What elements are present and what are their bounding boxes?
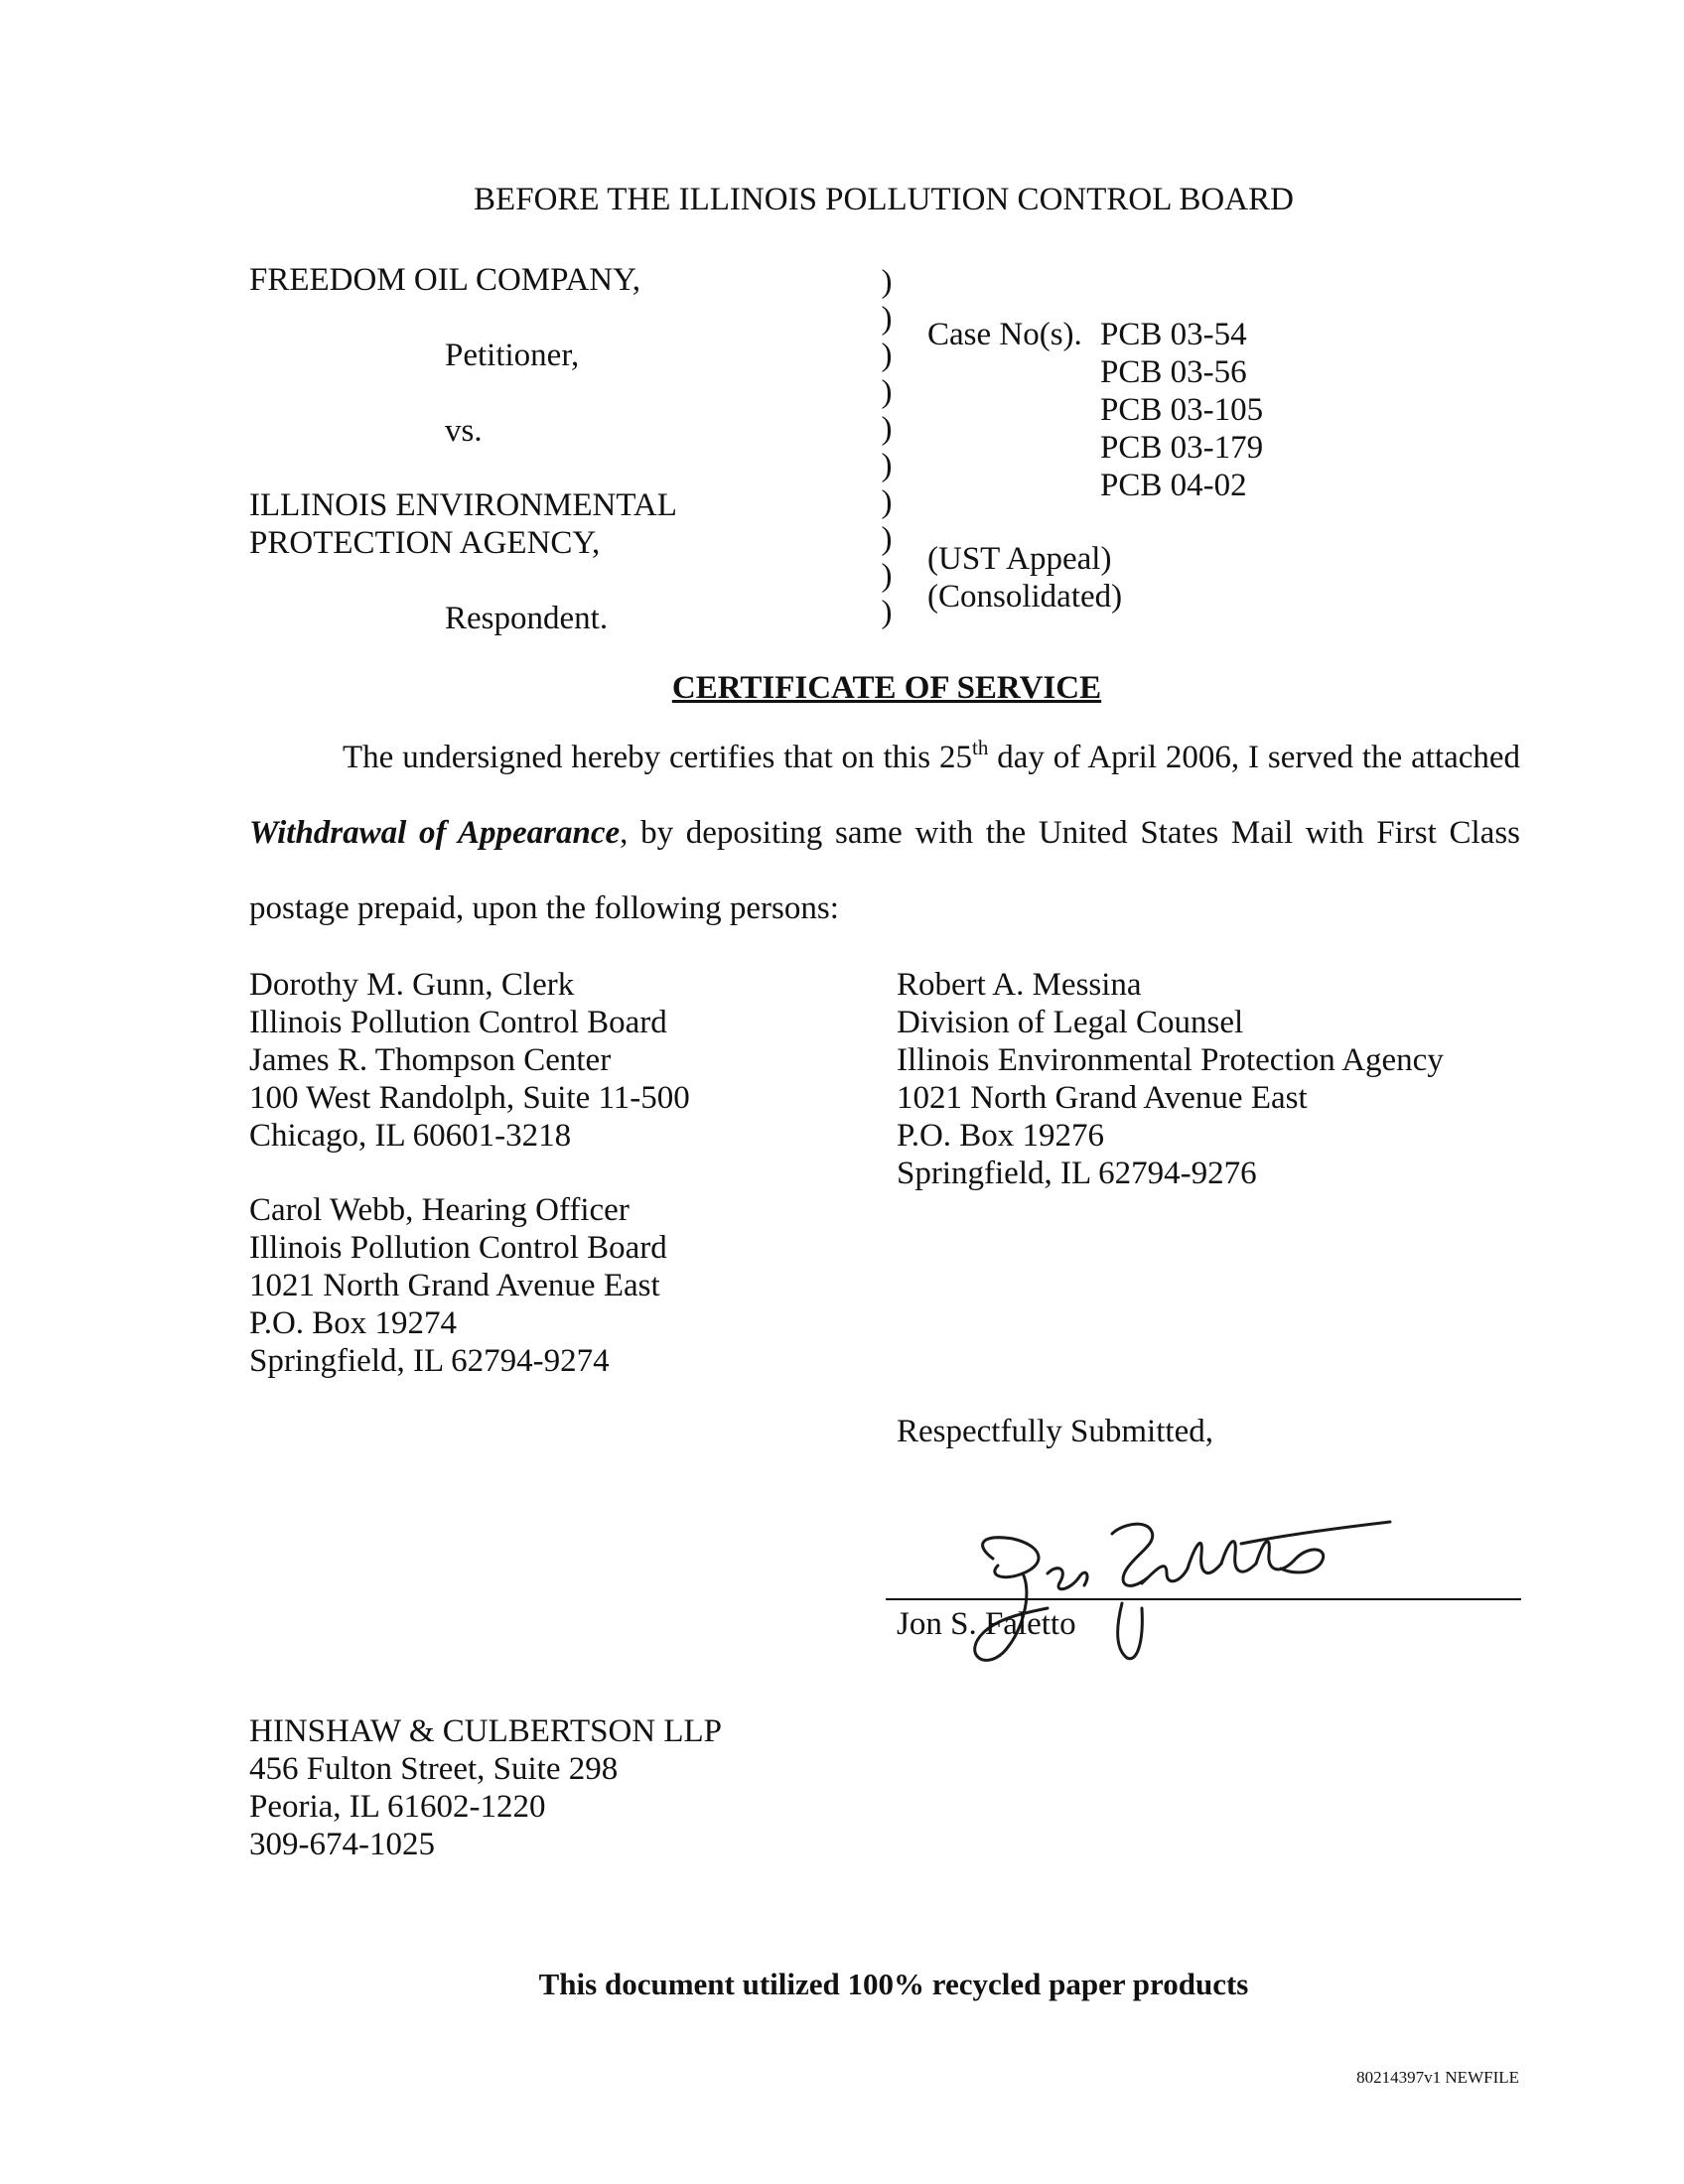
firm-name: HINSHAW & CULBERTSON LLP — [249, 1713, 723, 1749]
signer-name: Jon S. Faletto — [897, 1606, 1076, 1642]
caption-paren: ) — [881, 264, 893, 300]
caption-paren: ) — [881, 558, 893, 594]
handwritten-signature — [953, 1514, 1400, 1668]
address-line: P.O. Box 19274 — [249, 1305, 458, 1341]
caption-paren: ) — [881, 411, 893, 447]
address-line: 1021 North Grand Avenue East — [897, 1080, 1308, 1116]
caption-paren: ) — [881, 338, 893, 373]
certificate-title: CERTIFICATE OF SERVICE — [671, 670, 1102, 706]
address-line: James R. Thompson Center — [249, 1042, 612, 1078]
service-address-hearing-officer — [249, 1191, 667, 1380]
closing-text: Respectfully Submitted, — [897, 1414, 1213, 1449]
caption-paren: ) — [881, 448, 893, 483]
appeal-type: (UST Appeal) — [927, 541, 1112, 577]
case-number: PCB 03-54 — [1100, 317, 1247, 352]
petitioner-role: Petitioner, — [445, 338, 580, 373]
case-numbers — [1100, 316, 1263, 504]
certificate-line-2: Withdrawal of Appearance, by depositing same with the United States Mail with First Class — [249, 815, 1520, 851]
certificate-line-1: The undersigned hereby certifies that on this 25th day of April 2006, I served the attached — [343, 736, 1521, 775]
board-heading: BEFORE THE ILLINOIS POLLUTION CONTROL BOARD — [474, 182, 1294, 217]
service-address-agency — [897, 966, 1444, 1192]
respondent-name-line1: ILLINOIS ENVIRONMENTAL — [249, 487, 677, 523]
caption-paren: ) — [881, 595, 893, 630]
case-number: PCB 03-105 — [1100, 392, 1264, 428]
firm-address-line: 456 Fulton Street, Suite 298 — [249, 1751, 619, 1787]
certificate-line-3: postage prepaid, upon the following persons: — [249, 890, 839, 926]
consolidated-label: (Consolidated) — [927, 579, 1123, 614]
address-line: Robert A. Messina — [897, 967, 1142, 1003]
recycled-paper-note: This document utilized 100% recycled paper products — [538, 1967, 1249, 2001]
respondent-name-line2: PROTECTION AGENCY, — [249, 525, 601, 561]
address-line: Carol Webb, Hearing Officer — [249, 1192, 630, 1228]
address-line: Illinois Environmental Protection Agency — [897, 1042, 1444, 1078]
document-id: 80214397v1 NEWFILE — [1356, 2068, 1519, 2087]
petitioner-name: FREEDOM OIL COMPANY, — [249, 262, 640, 298]
signature-line — [886, 1598, 1521, 1600]
respondent-role: Respondent. — [445, 601, 609, 636]
address-line: 1021 North Grand Avenue East — [249, 1268, 660, 1303]
address-line: Springfield, IL 62794-9276 — [897, 1156, 1257, 1191]
address-line: P.O. Box 19276 — [897, 1118, 1105, 1154]
case-number: PCB 04-02 — [1100, 468, 1247, 503]
caption-paren: ) — [881, 374, 893, 410]
service-address-clerk — [249, 966, 690, 1155]
caption-paren: ) — [881, 484, 893, 520]
address-line: Chicago, IL 60601-3218 — [249, 1118, 572, 1154]
address-line: Illinois Pollution Control Board — [249, 1230, 667, 1266]
case-number: PCB 03-179 — [1100, 430, 1264, 466]
firm-phone: 309-674-1025 — [249, 1827, 435, 1862]
caption-paren: ) — [881, 521, 893, 557]
address-line: Dorothy M. Gunn, Clerk — [249, 967, 575, 1003]
address-line: Illinois Pollution Control Board — [249, 1005, 667, 1040]
firm-block — [249, 1712, 722, 1863]
address-line: 100 West Randolph, Suite 11-500 — [249, 1080, 690, 1116]
versus-label: vs. — [445, 413, 483, 449]
firm-address-line: Peoria, IL 61602-1220 — [249, 1789, 546, 1825]
case-label: Case No(s). — [927, 317, 1082, 352]
address-line: Division of Legal Counsel — [897, 1005, 1244, 1040]
caption-paren: ) — [881, 301, 893, 337]
case-number: PCB 03-56 — [1100, 354, 1247, 390]
address-line: Springfield, IL 62794-9274 — [249, 1343, 610, 1379]
